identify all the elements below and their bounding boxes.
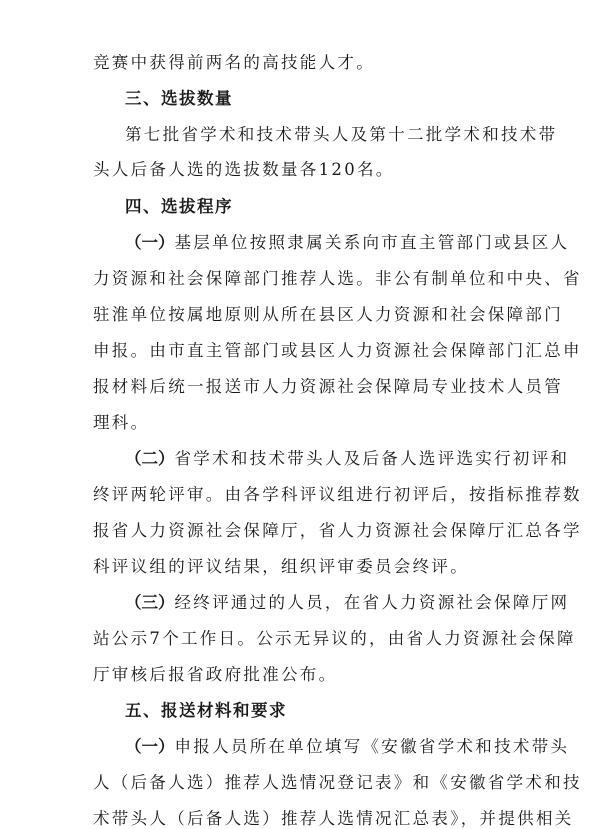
- item-marker: （二）: [125, 449, 175, 468]
- line-text: 终评两轮评审。由各学科评议组进行初评后，按指标推荐数: [93, 485, 582, 504]
- item-marker: （三）: [125, 593, 175, 612]
- line-text: 力资源和社会保障部门推荐人选。非公有制单位和中央、省: [93, 269, 582, 288]
- line-text: 术带头人（后备人选）推荐人选情况汇总表》，并提供相关: [93, 809, 574, 828]
- body-line: [93, 557, 469, 577]
- line-text: 理科。: [93, 413, 150, 432]
- body-line: [93, 305, 563, 325]
- body-line: [93, 629, 576, 649]
- body-line: [93, 377, 563, 397]
- body-line: [93, 809, 574, 829]
- line-text: 厅审核后报省政府批准公布。: [93, 665, 338, 684]
- line-text: 省学术和技术带头人及后备人选评选实行初评和: [174, 449, 570, 468]
- line-text: 科评议组的评议结果，组织评审委员会终评。: [93, 557, 469, 576]
- line-text: 第七批省学术和技术带头人及第十二批学术和技术带: [125, 125, 558, 144]
- heading-text: 四、选拔程序: [125, 197, 233, 216]
- line-text: 竞赛中获得前两名的高技能人才。: [93, 53, 375, 72]
- body-line: [93, 485, 582, 505]
- body-line: [93, 341, 582, 361]
- body-line: [93, 53, 375, 73]
- body-line: [125, 737, 569, 757]
- heading-text: 五、报送材料和要求: [125, 701, 287, 720]
- body-line: [93, 413, 149, 433]
- body-line: [125, 449, 569, 469]
- line-text: 申报。由市直主管部门或县区人力资源社会保障部门汇总申: [93, 341, 582, 360]
- line-text: 站公示7个工作日。公示无异议的，由省人力资源社会保障: [93, 629, 576, 648]
- section-heading: [125, 701, 287, 721]
- line-text: 人（后备人选）推荐人选情况登记表》和《安徽省学术和技: [93, 773, 582, 792]
- body-line: [125, 593, 569, 613]
- body-line: [125, 125, 557, 145]
- body-line: [93, 773, 582, 793]
- body-line: [93, 269, 582, 289]
- line-text: 报材料后统一报送市人力资源社会保障局专业技术人员管: [93, 377, 563, 396]
- item-marker: （一）: [125, 233, 175, 252]
- line-text: 驻淮单位按属地原则从所在县区人力资源和社会保障部门: [93, 305, 563, 324]
- section-heading: [125, 89, 233, 109]
- body-line: [93, 665, 337, 685]
- line-text: 经终评通过的人员，在省人力资源社会保障厅网: [174, 593, 570, 612]
- line-text: 申报人员所在单位填写《安徽省学术和技术带头: [174, 737, 570, 756]
- line-text: 报省人力资源社会保障厅，省人力资源社会保障厅汇总各学: [93, 521, 582, 540]
- heading-text: 三、选拔数量: [125, 89, 233, 108]
- section-heading: [125, 197, 233, 217]
- line-text: 头人后备人选的选拔数量各120名。: [93, 160, 395, 179]
- line-text: 基层单位按照隶属关系向市直主管部门或县区人: [174, 233, 570, 252]
- body-line: [125, 233, 569, 253]
- item-marker: （一）: [125, 737, 175, 756]
- body-line: [93, 521, 582, 541]
- body-line: [93, 160, 395, 180]
